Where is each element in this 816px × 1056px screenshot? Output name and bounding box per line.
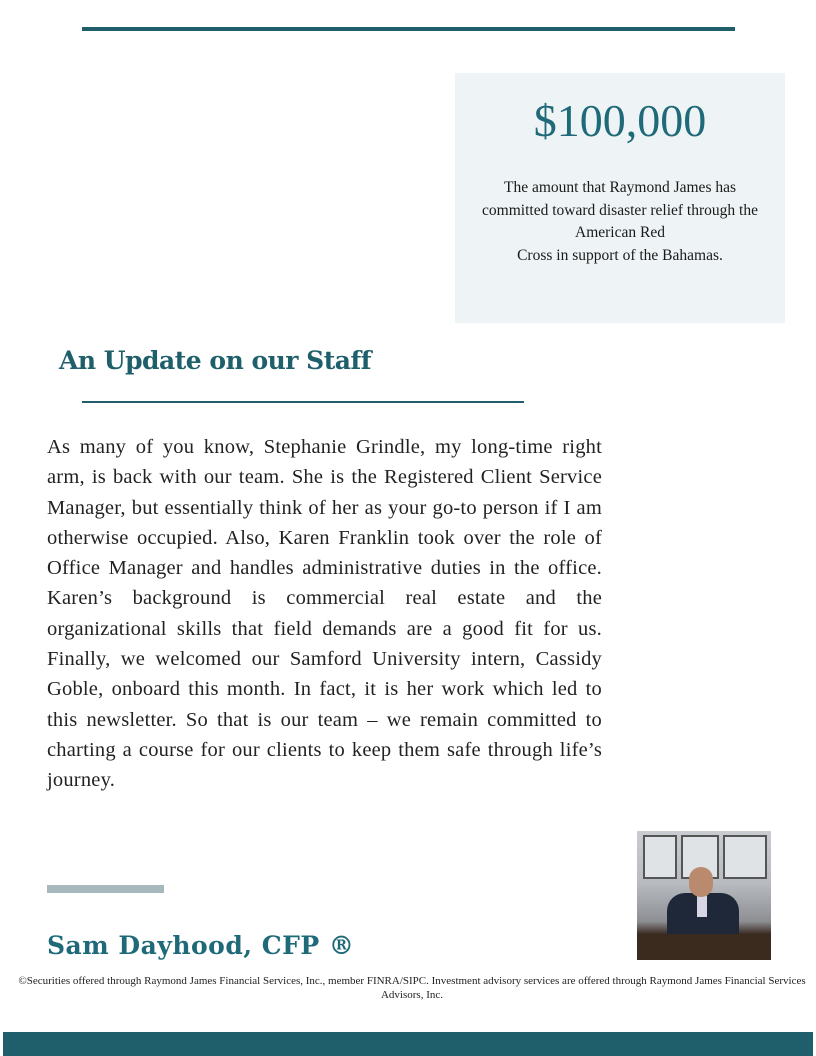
- section-divider: [82, 401, 524, 403]
- staff-update-body: As many of you know, Stephanie Grindle, my long-time right arm, is back with our team. She is the Registered Client Service Manager, but essentially think of her as your go-to person if I am otherwise occupied. Also, Karen Franklin took over the role of Office Manager and handles administrative duties in the office. Karen’s background is commercial real estate and the organizational skills that field demands are a good fit for us. Finally, we welcomed our Samford University intern, Cassidy Goble, onboard this month. In fact, it is her work which led to this newsletter. So that is our team – we remain committed to charting a course for our clients to keep them safe through life’s journey.: [47, 436, 602, 792]
- top-divider: [82, 27, 735, 31]
- stat-description: The amount that Raymond James has committed toward disaster relief through the American Red Cross in support of the Bahamas.: [482, 179, 758, 264]
- signature-name: Sam Dayhood, CFP ®: [47, 931, 355, 960]
- legal-disclaimer: ©Securities offered through Raymond James Financial Services, Inc., member FINRA/SIPC. Investment advisory services are offered through Raymond James Financial Services Advisors, Inc.: [18, 975, 806, 1001]
- accent-bar: [47, 885, 164, 893]
- section-title: An Update on our Staff: [59, 346, 371, 375]
- footer-bar: [3, 1032, 813, 1056]
- advisor-photo: [637, 831, 771, 960]
- stat-callout: [455, 73, 785, 323]
- stat-amount: $100,000: [533, 95, 707, 146]
